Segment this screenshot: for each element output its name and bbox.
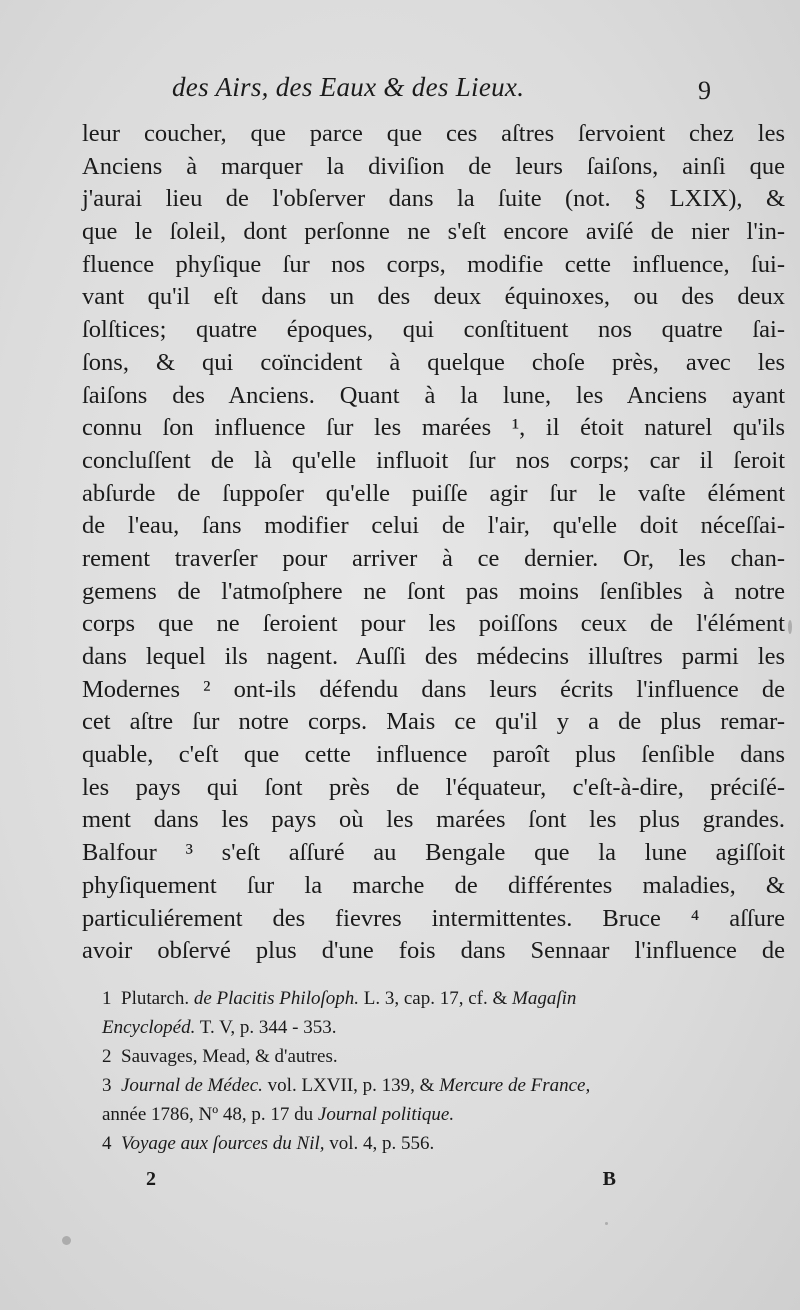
text-line: ment dans les pays où les marées ſont les plus grandes.: [82, 806, 785, 834]
text-line: abſurde de ſuppoſer qu'elle puiſſe agir ſur le vaſte élément: [82, 479, 785, 507]
footnote-text: Plutarch.: [121, 988, 194, 1009]
signature-letter: B: [602, 1168, 616, 1190]
text-line: ſolſtices; quatre époques, qui conſtituent nos quatre ſai-: [82, 316, 785, 344]
footnote-spacer: [112, 1075, 122, 1096]
paper-speck: [62, 1236, 71, 1245]
footnote-number: 1: [102, 988, 112, 1009]
footnote-title: Voyage aux ſources du Nil,: [121, 1133, 325, 1154]
text-line: ſons, & qui coïncident à quelque choſe près, avec les: [82, 348, 785, 376]
footnote-number: 4: [102, 1133, 112, 1154]
text-line: quable, c'eſt que cette influence paroît plus ſenſible dans: [82, 741, 785, 769]
footnote-spacer: [112, 1046, 122, 1067]
footnote: [102, 1042, 792, 1071]
footnote-title: Journal politique.: [317, 1104, 455, 1125]
text-line: phyſiquement ſur la marche de différentes maladies, &: [82, 871, 785, 899]
footnote-title: Encyclopéd.: [102, 1017, 196, 1038]
footnote-title: Journal de Médec.: [121, 1075, 263, 1096]
footnote-title: de Placitis Philoſoph.: [193, 988, 360, 1009]
page-number: 9: [698, 76, 711, 105]
footnote-text: T. V, p. 344 - 353.: [195, 1017, 337, 1038]
text-line: Anciens à marquer la diviſion de leurs ſaiſons, ainſi que: [82, 152, 785, 180]
text-line: que le ſoleil, dont perſonne ne s'eſt encore aviſé de nier l'in-: [82, 218, 785, 246]
text-line: vant qu'il eſt dans un des deux équinoxes, ou des deux: [82, 283, 785, 311]
text-line: gemens de l'atmoſphere ne ſont pas moins ſenſibles à notre: [82, 577, 785, 605]
footnote: [102, 1013, 792, 1042]
running-title: des Airs, des Eaux & des Lieux.: [172, 72, 525, 102]
paper-speck: [605, 1222, 608, 1225]
text-line: fluence phyſique ſur nos corps, modifie cette influence, ſui-: [82, 250, 785, 278]
text-line: Modernes ² ont-ils défendu dans leurs écrits l'influence de: [82, 675, 785, 703]
footnote-spacer: [112, 1133, 122, 1154]
text-line: avoir obſervé plus d'une fois dans Sennaar l'influence de: [82, 937, 785, 965]
footnote-text: L. 3, cap. 17, cf. &: [359, 988, 513, 1009]
footnote-text: vol. 4, p. 556.: [324, 1133, 435, 1154]
footnote-title: Mercure de France,: [439, 1075, 591, 1096]
footnote-spacer: [112, 988, 122, 1009]
footnote-number: 3: [102, 1075, 112, 1096]
signature-number: 2: [146, 1168, 156, 1190]
text-line: ſaiſons des Anciens. Quant à la lune, les Anciens ayant: [82, 381, 785, 409]
footnote-text: Sauvages, Mead, & d'autres.: [121, 1046, 338, 1067]
text-line: de l'eau, ſans modifier celui de l'air, qu'elle doit néceſſai-: [82, 512, 785, 540]
footnotes: [102, 984, 792, 1158]
text-line: particuliérement des fievres intermittentes. Bruce ⁴ aſſure: [82, 904, 785, 932]
footnote-title: Magaſin: [512, 988, 577, 1009]
signature-marks: [146, 1168, 616, 1196]
text-line: connu ſon influence ſur les marées ¹, il étoit naturel qu'ils: [82, 414, 785, 442]
footnote-number: 2: [102, 1046, 112, 1067]
text-line: cet aſtre ſur notre corps. Mais ce qu'il y a de plus remar-: [82, 708, 785, 736]
footnote-text: vol. LXVII, p. 139, &: [262, 1075, 440, 1096]
text-line: rement traverſer pour arriver à ce dernier. Or, les chan-: [82, 544, 785, 572]
page-header: [172, 72, 717, 110]
text-line: les pays qui ſont près de l'équateur, c'eſt-à-dire, préciſé-: [82, 773, 785, 801]
text-line: leur coucher, que parce que ces aſtres ſervoient chez les: [82, 120, 785, 147]
footnote: [102, 1100, 792, 1129]
main-text: [82, 118, 785, 968]
footnote: [102, 1071, 792, 1100]
text-line: corps que ne ſeroient pour les poiſſons ceux de l'élément: [82, 610, 785, 638]
footnote-text: année 1786, Nº 48, p. 17 du: [102, 1104, 318, 1125]
paper-speck: [788, 620, 792, 634]
text-line: Balfour ³ s'eſt aſſuré au Bengale que la lune agiſſoit: [82, 839, 785, 867]
footnote: [102, 984, 792, 1013]
text-line: concluſſent de là qu'elle influoit ſur nos corps; car il ſeroit: [82, 446, 785, 474]
footnote: [102, 1129, 792, 1158]
text-line: dans lequel ils nagent. Auſſi des médecins illuſtres parmi les: [82, 643, 785, 670]
text-line: j'aurai lieu de l'obſerver dans la ſuite (not. § LXIX), &: [82, 185, 785, 213]
